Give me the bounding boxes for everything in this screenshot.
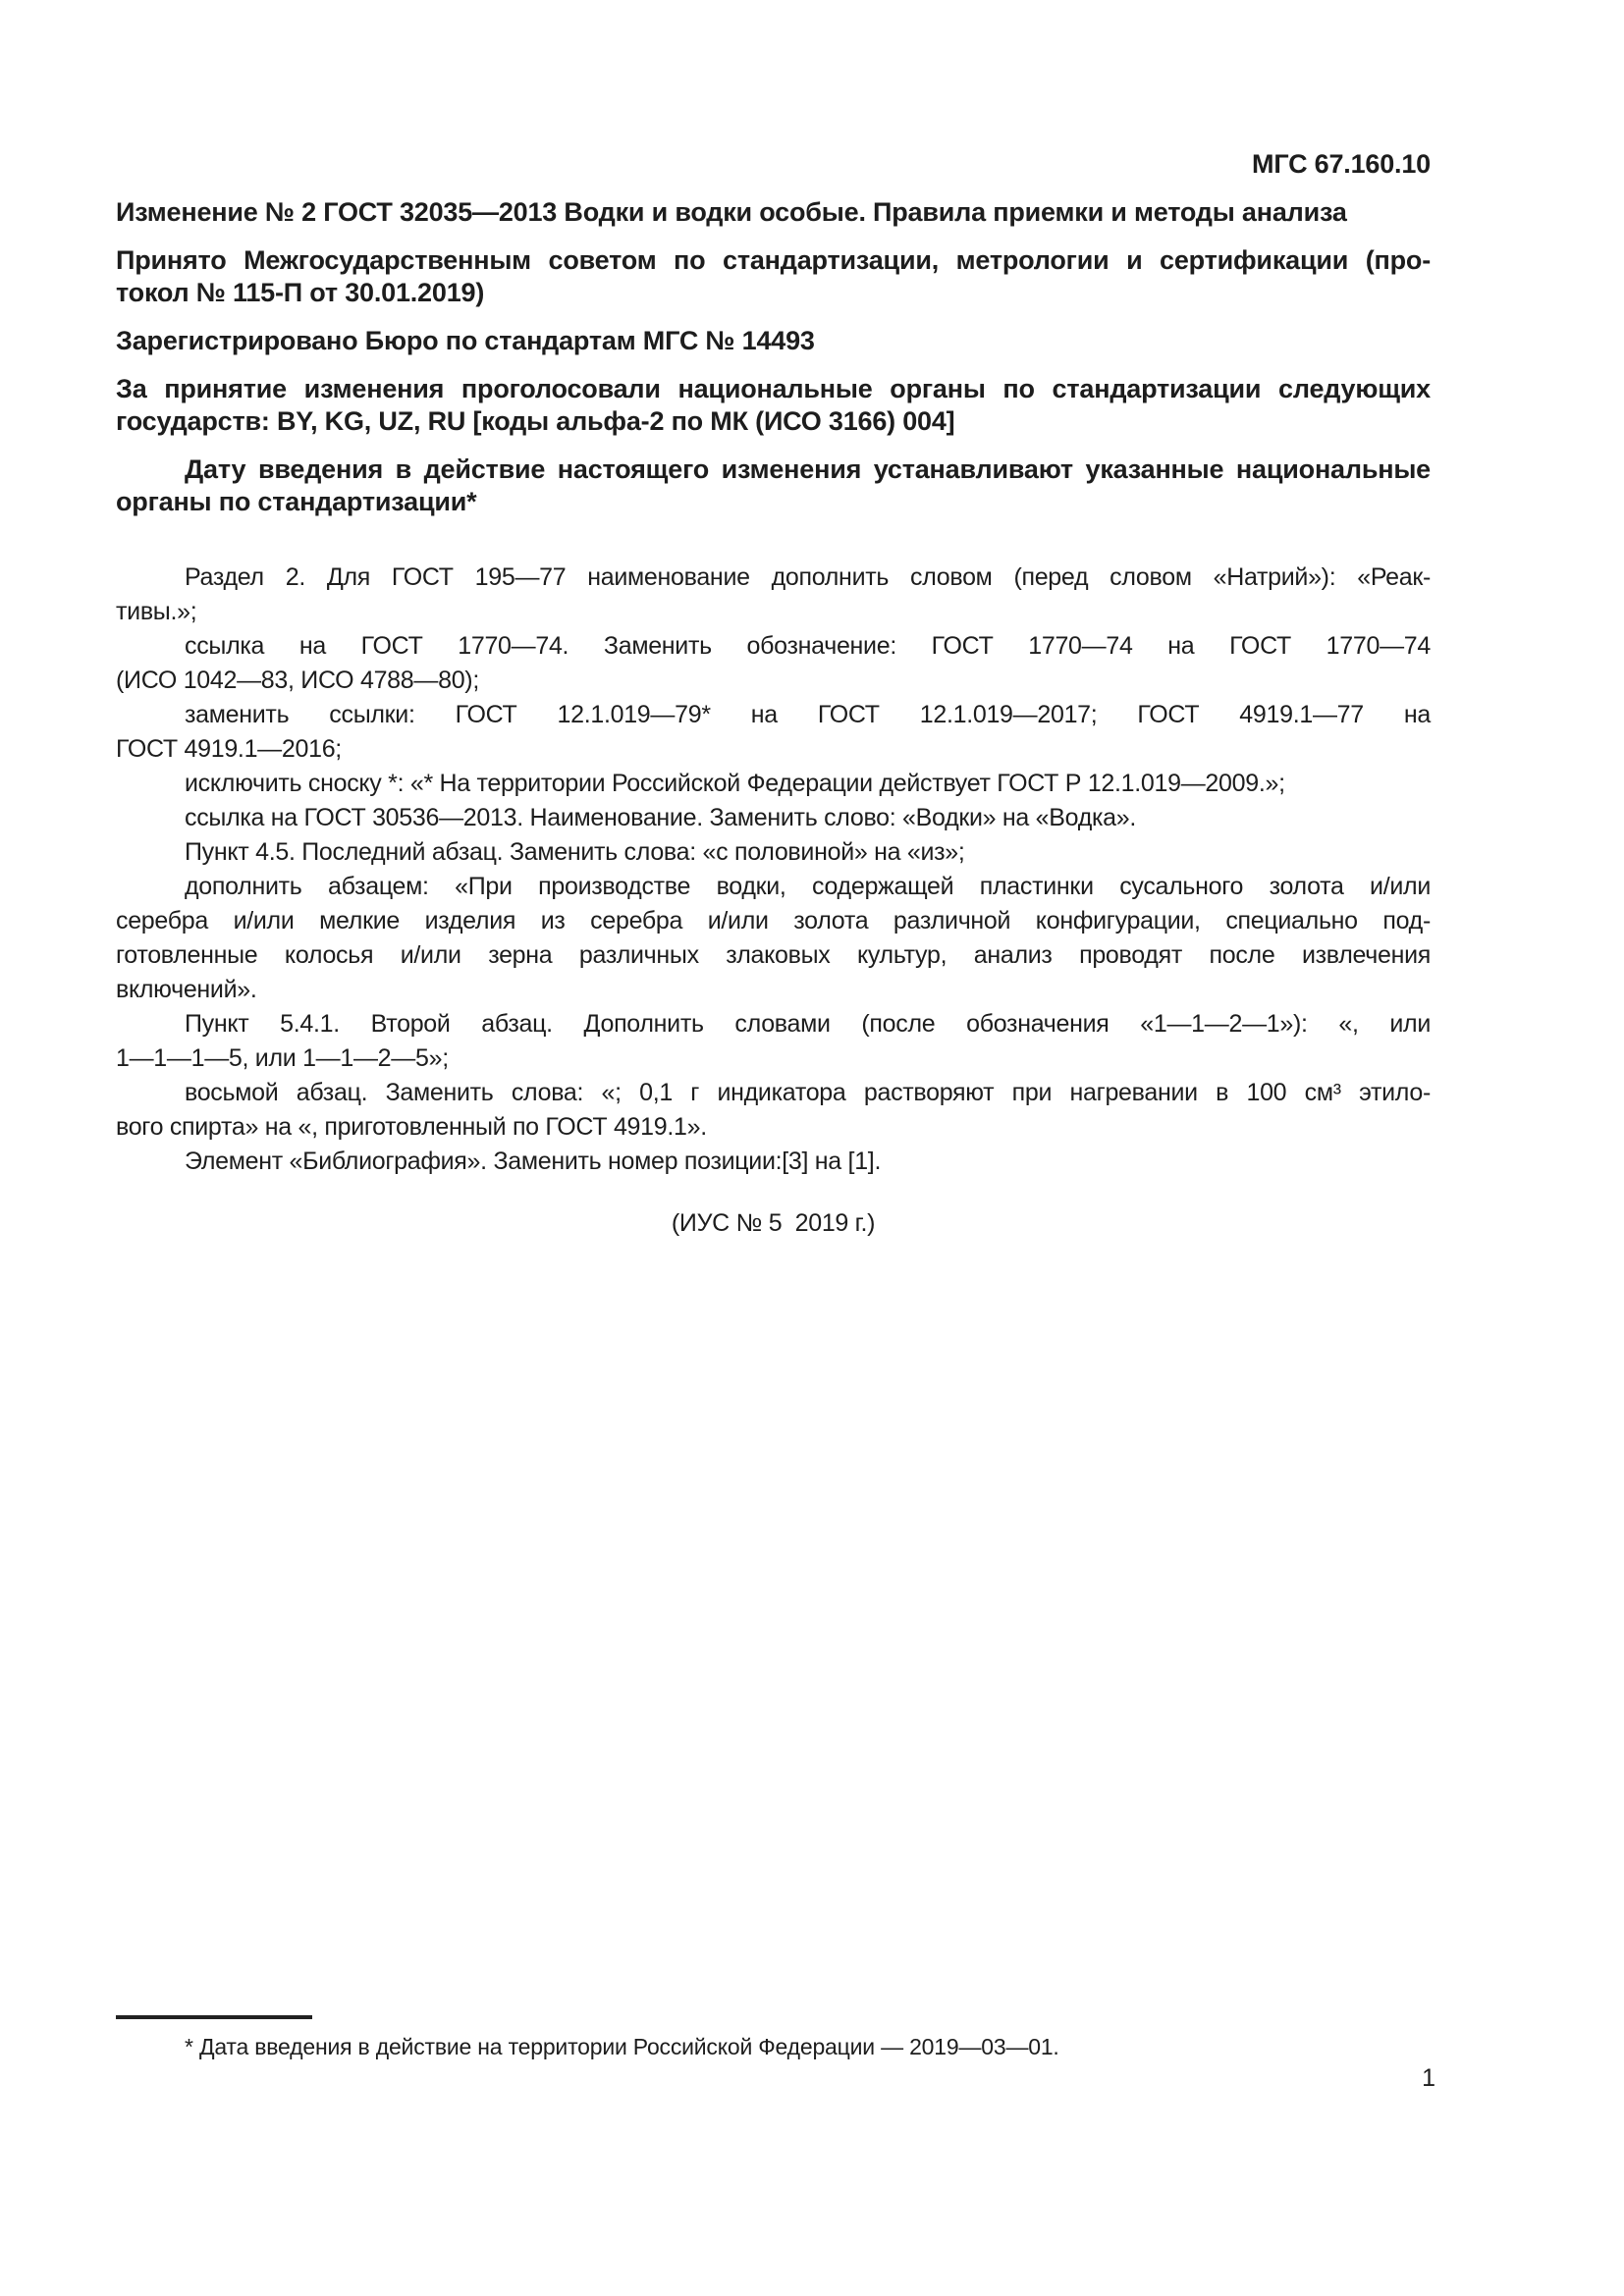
text-line: ссылка на ГОСТ 30536—2013. Наименование. Заменить слово: «Водки» на «Водка». <box>185 804 1137 831</box>
amendment-section-2 <box>116 561 1431 629</box>
document-body <box>116 196 1431 1179</box>
classification-code: МГС 67.160.10 <box>1252 149 1431 179</box>
text-line: тивы.»; <box>116 598 197 625</box>
text-line: Пункт 4.5. Последний абзац. Заменить слова: «с половиной» на «из»; <box>185 838 965 866</box>
amendment-eighth-paragraph <box>116 1076 1431 1145</box>
text-line: включений». <box>116 976 257 1003</box>
footnote-block <box>116 2015 1431 2061</box>
text-line: Зарегистрировано Бюро по стандартам МГС № 14493 <box>116 326 815 355</box>
voting-statement <box>116 373 1431 438</box>
text-line: восьмой абзац. Заменить слова: «; 0,1 г индикатора растворяют при нагревании в 100 см³ этило- <box>185 1079 1431 1106</box>
text-line: готовленные колосья и/или зерна различных злаковых культур, анализ проводят после извлечения <box>116 941 1431 969</box>
amendment-clause-4-5 <box>116 835 1431 870</box>
text-line: Дату введения в действие настоящего изменения устанавливают указанные национальные <box>185 454 1431 484</box>
text-line: исключить сноску *: «* На территории Российской Федерации действует ГОСТ Р 12.1.019—2009.»; <box>185 770 1285 797</box>
footnote-text: * Дата введения в действие на территории Российской Федерации — 2019—03—01. <box>185 2034 1059 2059</box>
effective-date-statement <box>116 454 1431 518</box>
amendment-clause-5-4-1 <box>116 1007 1431 1076</box>
text-line: Изменение № 2 ГОСТ 32035—2013 Водки и водки особые. Правила приемки и методы анализа <box>116 197 1347 227</box>
text-line: заменить ссылки: ГОСТ 12.1.019—79* на ГОСТ 12.1.019—2017; ГОСТ 4919.1—77 на <box>185 701 1431 728</box>
adoption-statement <box>116 244 1431 309</box>
text-line: Раздел 2. Для ГОСТ 195—77 наименование дополнить словом (перед словом «Натрий»): «Реак- <box>185 563 1431 591</box>
page-number: 1 <box>1422 2064 1435 2092</box>
text-line: органы по стандартизации* <box>116 487 477 516</box>
amendment-bibliography <box>116 1145 1431 1179</box>
text-line: ссылка на ГОСТ 1770—74. Заменить обозначение: ГОСТ 1770—74 на ГОСТ 1770—74 <box>185 632 1431 660</box>
text-line: Элемент «Библиография». Заменить номер позиции:[3] на [1]. <box>185 1148 882 1175</box>
amendment-gost-1770 <box>116 629 1431 698</box>
text-line: дополнить абзацем: «При производстве водки, содержащей пластинки сусального золота и/или <box>185 873 1431 900</box>
text-line: (ИСО 1042—83, ИСО 4788—80); <box>116 667 479 694</box>
text-line: За принятие изменения проголосовали национальные органы по стандартизации следующих <box>116 374 1431 403</box>
amendment-replace-references <box>116 698 1431 767</box>
text-line: токол № 115-П от 30.01.2019) <box>116 278 485 307</box>
text-line: 1—1—1—5, или 1—1—2—5»; <box>116 1044 449 1072</box>
text-line: Принято Межгосударственным советом по стандартизации, метрологии и сертификации (про- <box>116 245 1431 275</box>
registration-statement <box>116 325 1431 357</box>
amendment-exclude-footnote <box>116 767 1431 801</box>
document-content <box>116 148 1431 1241</box>
text-line: Пункт 5.4.1. Второй абзац. Дополнить словами (после обозначения «1—1—2—1»): «, или <box>185 1010 1431 1038</box>
text-line: ГОСТ 4919.1—2016; <box>116 735 342 763</box>
text-line: серебра и/или мелкие изделия из серебра и/или золота различной конфигурации, специально под- <box>116 907 1431 934</box>
ius-reference: (ИУС № 5 2019 г.) <box>671 1209 876 1237</box>
footnote-divider <box>116 2015 312 2019</box>
amendment-add-paragraph <box>116 870 1431 1007</box>
text-line: вого спирта» на «, приготовленный по ГОСТ 4919.1». <box>116 1113 707 1141</box>
amendment-title <box>116 196 1431 229</box>
amendment-gost-30536 <box>116 801 1431 835</box>
text-line: государств: BY, KG, UZ, RU [коды альфа-2 по МК (ИСО 3166) 004] <box>116 406 955 436</box>
